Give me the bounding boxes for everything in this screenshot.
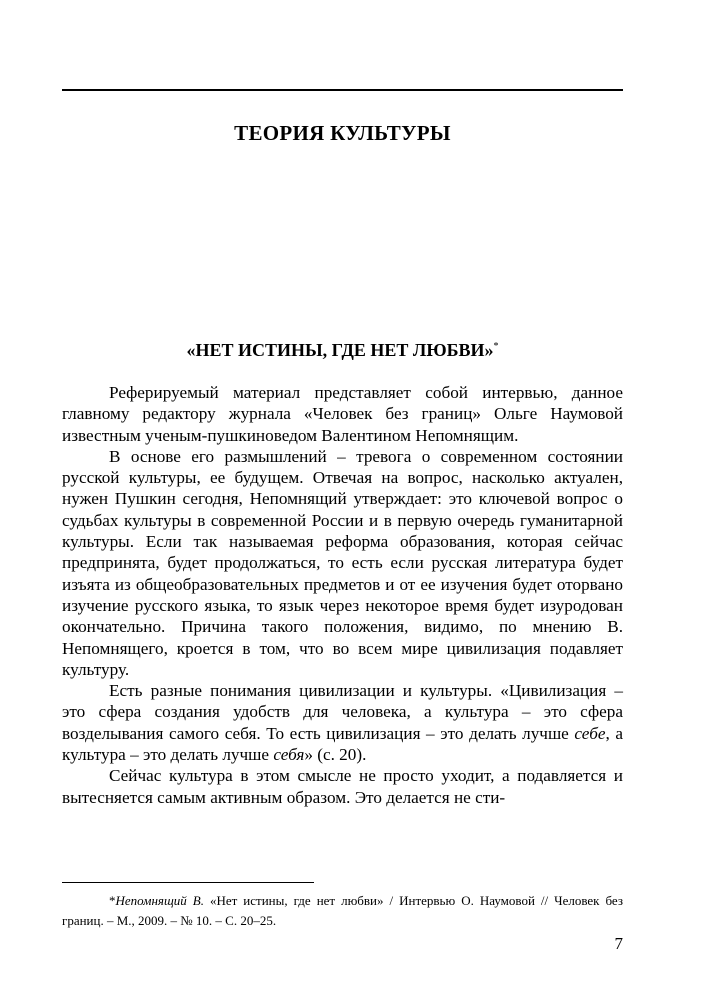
footnote-author: Непомнящий В. — [115, 893, 204, 908]
footnote-mark: * — [109, 893, 116, 908]
emphasis-sebe: себе — [574, 723, 606, 743]
paragraph-4: Сейчас культура в этом смысле не просто уходит, а подавляется и вытесняется самым активным образом. Это делается не сти- — [62, 766, 623, 807]
paragraph-3-part-1: Есть разные понимания цивилизации и культуры. «Цивилизация – это сфера создания удобств для человека, а культура – это сфера возделывания самого себя. То есть цивилизация – это делать лучше — [62, 681, 623, 743]
section-title: ТЕОРИЯ КУЛЬТУРЫ — [234, 121, 451, 145]
paragraph-3-part-3: » (с. 20). — [304, 745, 367, 765]
article-body — [62, 382, 623, 808]
paragraph-2: В основе его размышлений – тревога о современном состоянии русской культуры, ее будущем. Отвечая на вопрос, насколько актуален, нужен Пушкин сегодня, Непомнящий утверждает: это ключевой вопрос о судьбах культуры в современной России и в первую очередь гуманитарной культуры. Если так называемая реформа образования, которая сейчас предпринята, будет продолжаться, то есть если русская литература будет изъята из общеобразовательных предметов и от ее изучения будет оторвано изучение русского языка, то язык через некоторое время будет изуродован окончательно. Причина такого положения, видимо, по мнению В. Непомнящего, кроется в том, что во всем мире цивилизация подавляет культуру. — [62, 446, 623, 679]
footnote — [62, 891, 623, 931]
page-number: 7 — [614, 934, 623, 953]
emphasis-sebya: себя — [273, 745, 305, 765]
paragraph-3 — [62, 680, 623, 765]
article-title-text: «НЕТ ИСТИНЫ, ГДЕ НЕТ ЛЮБВИ» — [186, 340, 494, 360]
footnote-marker: * — [493, 341, 499, 352]
article-title — [62, 340, 623, 361]
footnote-citation: «Нет истины, где нет любви» / Интервью О. Наумовой // Человек без границ. – М., 2009. – № 10. – С. 20–25. — [62, 893, 623, 928]
paragraph-3-part-2: , а культура – это делать лучше — [62, 723, 623, 765]
header-rule — [62, 89, 623, 91]
paragraph-1: Реферируемый материал представляет собой интервью, данное главному редактору журнала «Человек без границ» Ольге Наумовой известным ученым-пушкиноведом Валентином Непомнящим. — [62, 383, 623, 445]
footnote-rule — [62, 882, 314, 883]
footnote-text — [62, 891, 623, 931]
